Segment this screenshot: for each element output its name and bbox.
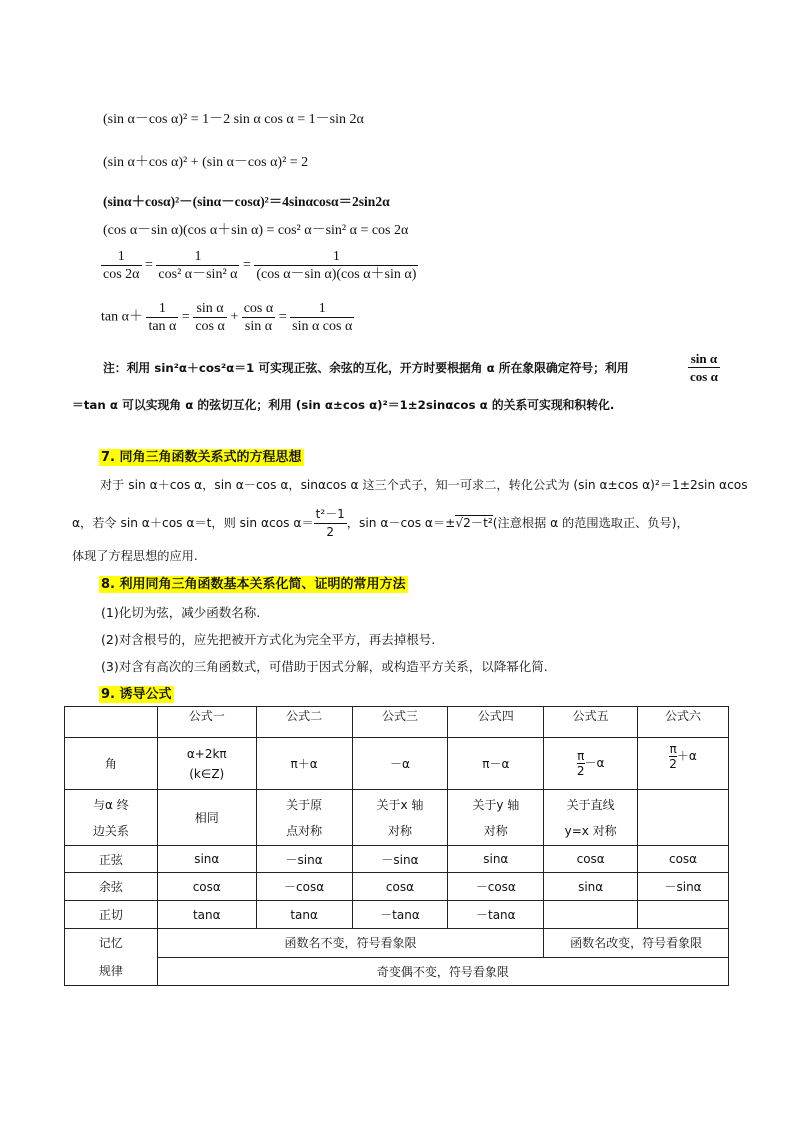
table-cell: 关于原 点对称	[256, 790, 352, 846]
table-header-cell: 公式三	[352, 707, 448, 738]
table-cell: －sinα	[638, 873, 729, 901]
table-cell: －α	[352, 738, 448, 790]
row-label: 正切	[65, 901, 158, 929]
table-row-sine	[65, 846, 729, 873]
table-header-row	[65, 707, 729, 738]
section-7-line-1: 对于 sin α＋cos α，sin α－cos α，sinαcos α 这三个式子，知一可求二，转化公式为 (sin α±cos α)²＝1±2sin αcos	[100, 478, 748, 492]
table-row-memory	[65, 929, 729, 958]
memory-rule-cell: 奇变偶不变，符号看象限	[157, 957, 728, 986]
table-cell: cosα	[157, 873, 256, 901]
formula-5: $\frac{1}{\cos 2\alpha}$ = $\frac{1}{\text{cos² α－sin² α}}$ = $\frac{1}{\text{(cos α－sin α)(cos α＋sin α)}}$	[103, 249, 417, 282]
table-row-terminal	[65, 790, 729, 846]
table-cell: cosα	[352, 873, 448, 901]
note-line-2: ＝tan α 可以实现角 α 的弦切互化；利用 (sin α±cos α)²＝1±2sinαcos α 的关系可实现和积转化.	[72, 398, 615, 412]
table-cell: 关于x 轴 对称	[352, 790, 448, 846]
table-cell: －tanα	[352, 901, 448, 929]
section-7-line-2: α，若令 sin α＋cos α＝t，则 sin αcos α＝ $\frac{\text{t²－1}}{2}$ ，sin α－cos α＝±√2－t²(注意根据 α 的范围选取正、负号)，	[72, 507, 689, 539]
table-header-cell: 公式四	[448, 707, 544, 738]
table-cell: tanα	[256, 901, 352, 929]
table-row-tangent	[65, 901, 729, 929]
table-header-cell: 公式一	[157, 707, 256, 738]
table-cell: cosα	[544, 846, 638, 873]
table-cell: 关于y 轴 对称	[448, 790, 544, 846]
note-line-1: 注：利用 sin²α＋cos²α＝1 可实现正弦、余弦的互化，开方时要根据角 α 所在象限确定符号；利用	[103, 361, 629, 375]
table-header-cell	[65, 707, 158, 738]
table-cell: －cosα	[448, 873, 544, 901]
table-cell: －sinα	[352, 846, 448, 873]
section-9-heading: 9. 诱导公式	[101, 687, 172, 702]
table-cell	[544, 901, 638, 929]
table-cell: π－α	[448, 738, 544, 790]
table-cell: －cosα	[256, 873, 352, 901]
induction-formula-table	[64, 706, 729, 986]
table-cell: sinα	[157, 846, 256, 873]
section-7-heading: 7. 同角三角函数关系式的方程思想	[101, 450, 302, 465]
table-cell: $\frac{\pi}{2}$ ＋α	[638, 738, 729, 790]
section-8-item: (2)对含根号的，应先把被开方式化为完全平方，再去掉根号.	[101, 632, 436, 647]
table-row-cosine	[65, 873, 729, 901]
table-cell: sinα	[448, 846, 544, 873]
section-8-item: (1)化切为弦，减少函数名称.	[101, 605, 261, 620]
row-label: 角	[65, 738, 158, 790]
section-8-heading: 8. 利用同角三角函数基本关系化简、证明的常用方法	[101, 577, 406, 592]
fraction: $\frac{1}{\text{tan α}}$	[148, 301, 177, 334]
table-cell: －sinα	[256, 846, 352, 873]
table-cell	[638, 901, 729, 929]
table-cell: π＋α	[256, 738, 352, 790]
formula-3: (sinα＋cosα)²－(sinα－cosα)²＝4sinαcosα＝2sin2α	[103, 194, 390, 209]
table-header-cell: 公式二	[256, 707, 352, 738]
table-cell: cosα	[638, 846, 729, 873]
table-cell: －tanα	[448, 901, 544, 929]
table-cell: tanα	[157, 901, 256, 929]
table-cell: 关于直线 y=x 对称	[544, 790, 638, 846]
table-cell	[638, 790, 729, 846]
formula-2: (sin α＋cos α)² + (sin α－cos α)² = 2	[103, 155, 309, 170]
table-header-cell: 公式六	[638, 707, 729, 738]
row-label: 正弦	[65, 846, 158, 873]
row-label: 余弦	[65, 873, 158, 901]
formula-1: (sin α－cos α)² = 1－2 sin α cos α = 1－sin 2α	[103, 112, 364, 127]
table-cell: sinα	[544, 873, 638, 901]
section-7-line-3: 体现了方程思想的应用.	[72, 549, 198, 563]
fraction: $\frac{\text{cos α}}{\text{sin α}}$	[243, 301, 274, 334]
memory-rule-cell: 函数名不变，符号看象限	[157, 929, 543, 958]
table-cell: α+2kπ (k∈Z)	[157, 738, 256, 790]
table-row-angle	[65, 738, 729, 790]
note-fraction: $\frac{\text{sin α}}{\text{cos α}}$	[690, 351, 718, 384]
fraction: $\frac{\text{sin α}}{\text{cos α}}$	[195, 301, 225, 334]
formula-6: tan α＋ $\frac{1}{\text{tan α}}$ = $\frac{\text{sin α}}{\text{cos α}}$ + $\frac{\text{cos α}}{\text{sin α}}$ = $\frac{1}{\text{sin α cos α}}$	[101, 301, 353, 334]
fraction: $\frac{1}{\text{cos² α－sin² α}}$	[158, 249, 238, 282]
table-header-cell: 公式五	[544, 707, 638, 738]
table-cell: 相同	[157, 790, 256, 846]
fraction: $\frac{1}{\text{(cos α－sin α)(cos α＋sin α)}}$	[256, 249, 417, 282]
section-8-item: (3)对含有高次的三角函数式，可借助于因式分解，或构造平方关系，以降幂化简.	[101, 659, 548, 674]
memory-rule-cell: 函数名改变，符号看象限	[544, 929, 729, 958]
fraction: $\frac{1}{\text{sin α cos α}}$	[292, 301, 353, 334]
row-label: 与α 终 边关系	[65, 790, 158, 846]
row-label: 记忆 规律	[65, 929, 158, 986]
table-row-memory-2	[65, 957, 729, 986]
fraction: $\frac{1}{\cos 2\alpha}$	[103, 249, 140, 282]
formula-4: (cos α－sin α)(cos α＋sin α) = cos² α－sin² α = cos 2α	[103, 223, 409, 238]
table-cell: $\frac{\pi}{2}$ －α	[544, 738, 638, 790]
